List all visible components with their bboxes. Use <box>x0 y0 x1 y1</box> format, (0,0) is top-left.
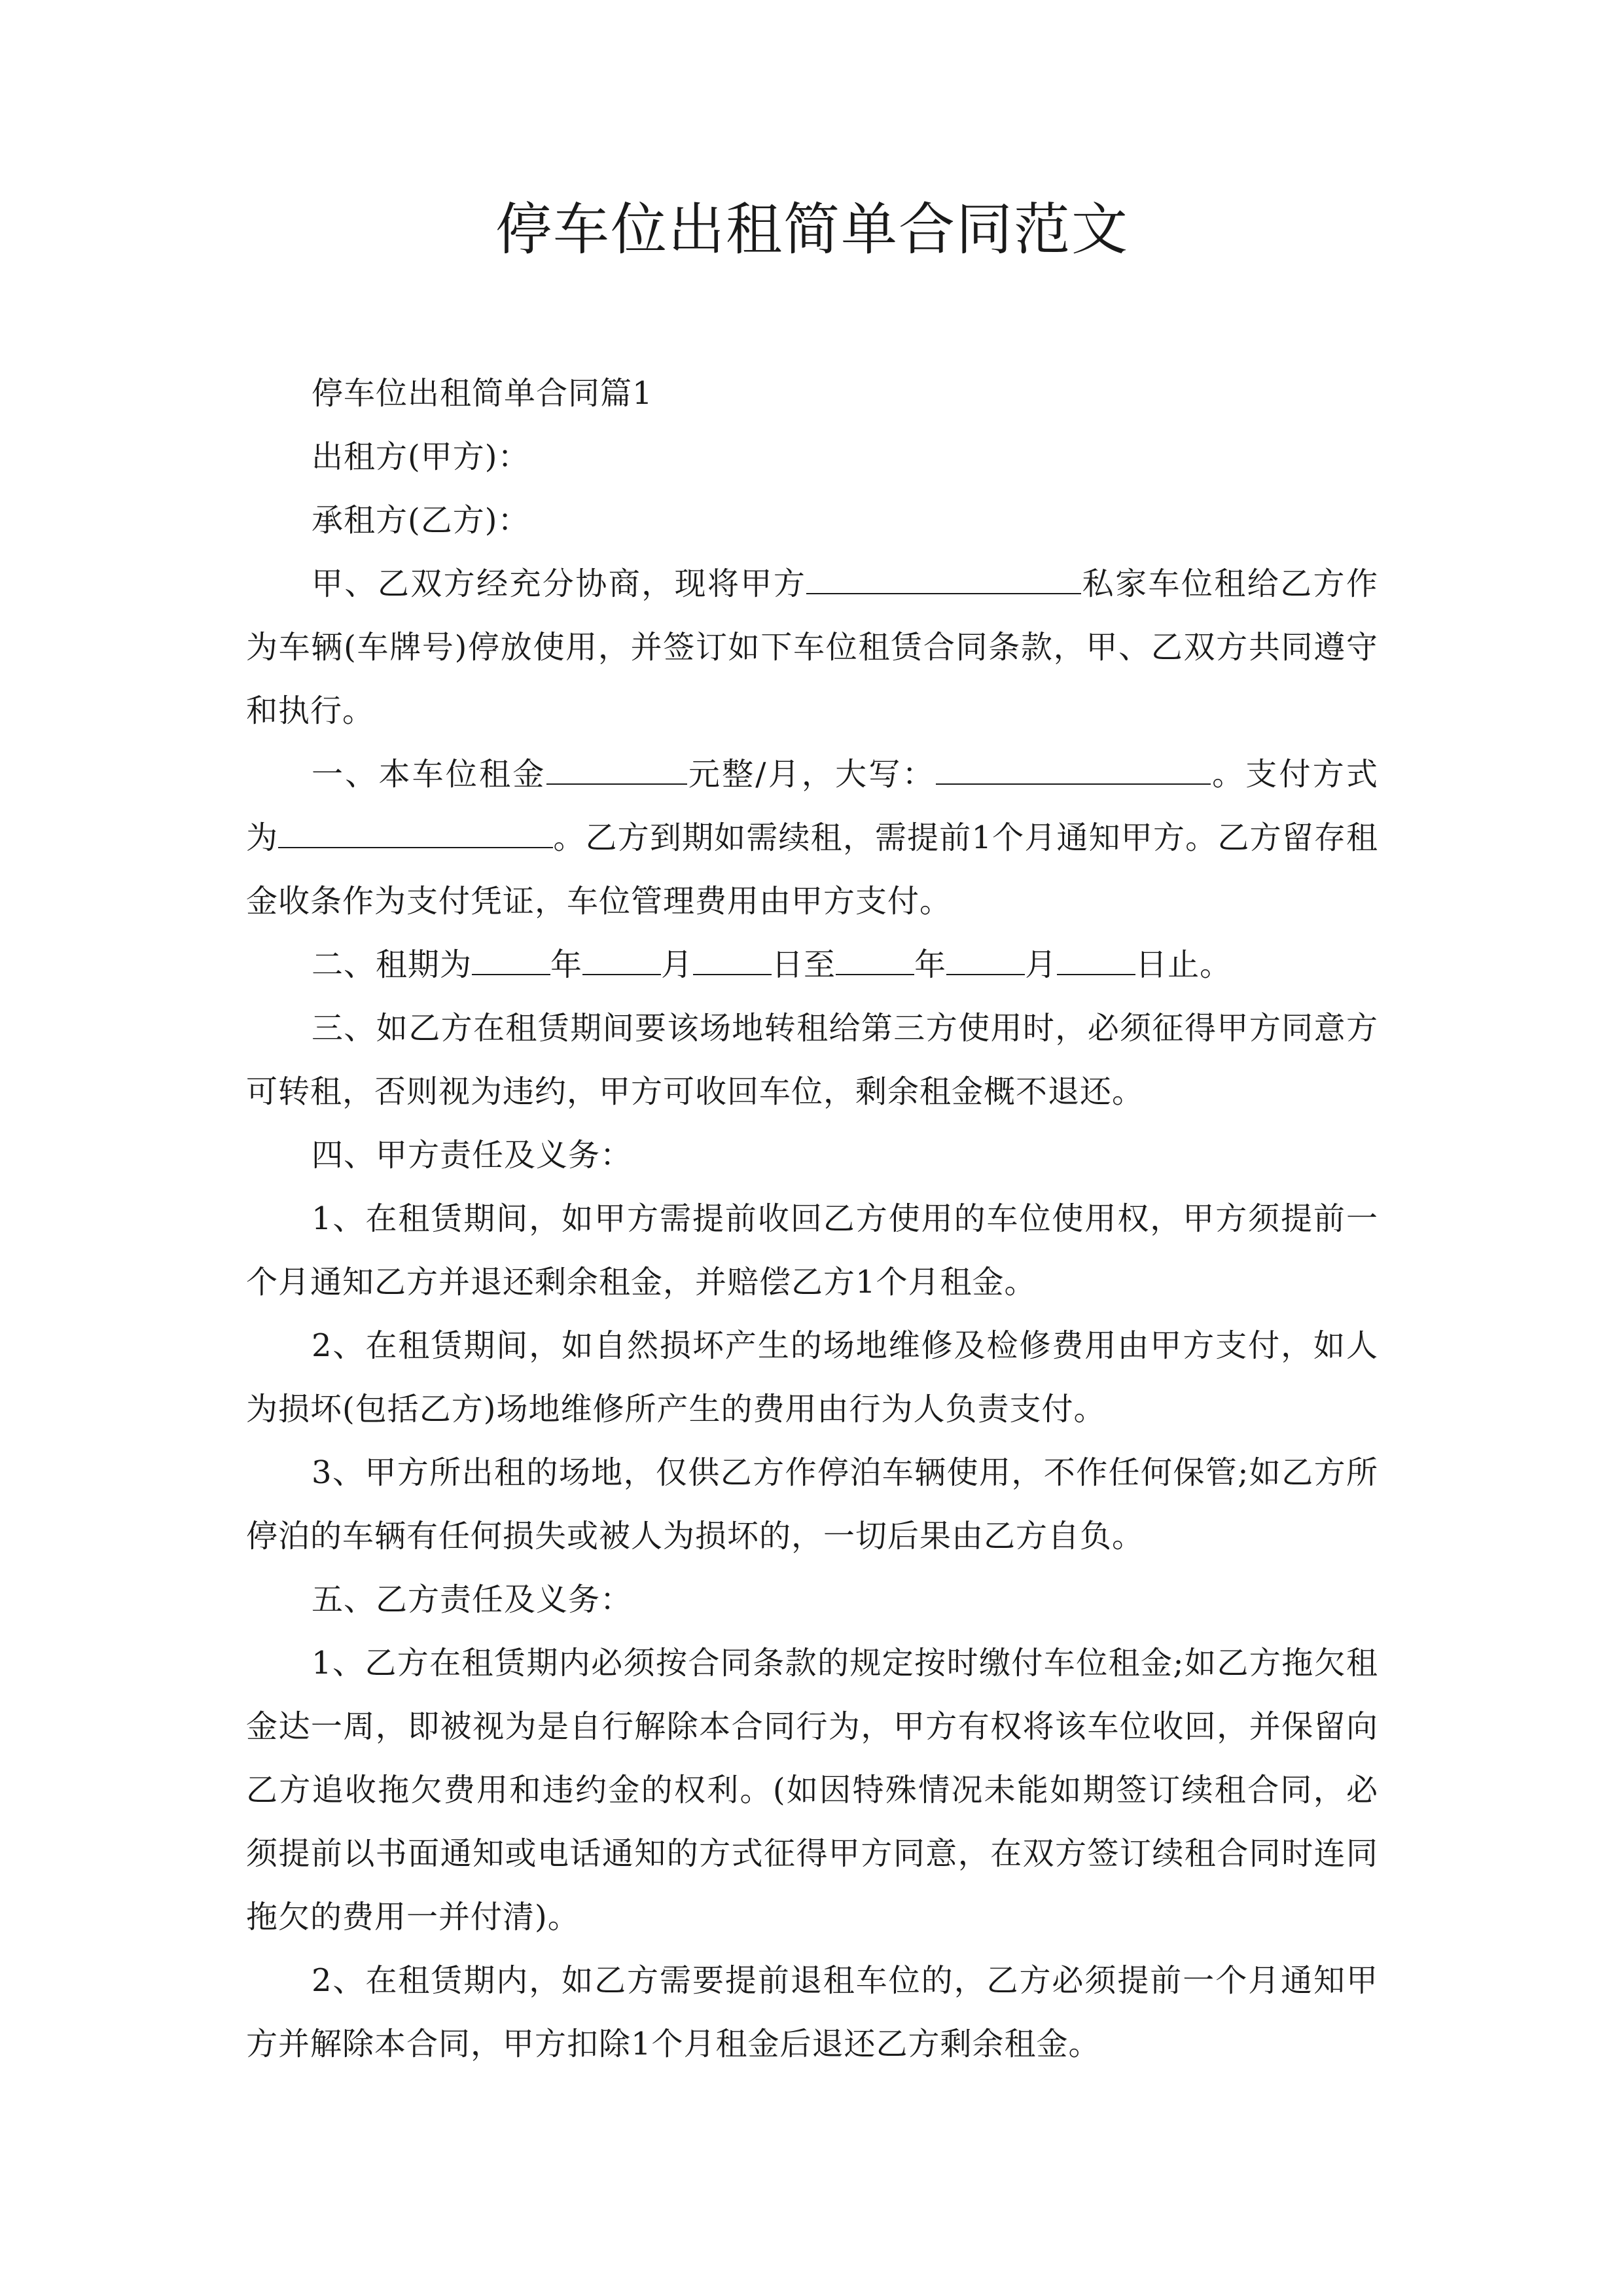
start-day-blank[interactable] <box>693 948 772 975</box>
intro-text-a: 甲、乙双方经充分协商，现将甲方 <box>312 565 807 603</box>
start-month-blank[interactable] <box>582 948 661 975</box>
clause-1-text-c: 。支付方式为 <box>246 756 1378 857</box>
end-year-blank[interactable] <box>836 948 914 975</box>
clause-3: 三、如乙方在租赁期间要该场地转租给第三方使用时，必须征得甲方同意方可转租，否则视为违约，甲方可收回车位，剩余租金概不退还。 <box>246 1010 1378 1111</box>
clause-2-text-a: 二、租期为 <box>312 946 473 984</box>
clause-4-item: 1、在租赁期间，如甲方需提前收回乙方使用的车位使用权，甲方须提前一个月通知乙方并退还剩余租金，并赔偿乙方1个月租金。 <box>246 1200 1378 1301</box>
lessee-line: 承租方(乙方)： <box>312 502 530 539</box>
clause-1-text-d: 。乙方到期如需续租，需提前1个月通知甲方。乙方留存租金收条作为支付凭证，车位管理费用由甲方支付。 <box>246 819 1378 920</box>
clause-4-item: 2、在租赁期间，如自然损坏产生的场地维修及检修费用由甲方支付，如人为损坏(包括乙方)场地维修所产生的费用由行为人负责支付。 <box>246 1327 1378 1428</box>
clause-4-item: 3、甲方所出租的场地，仅供乙方作停泊车辆使用，不作任何保管;如乙方所停泊的车辆有任何损失或被人为损坏的，一切后果由乙方自负。 <box>246 1454 1378 1555</box>
blank-field[interactable] <box>806 567 1081 594</box>
clause-5-item: 1、乙方在租赁期内必须按合同条款的规定按时缴付车位租金;如乙方拖欠租金达一周，即被视为是自行解除本合同行为，甲方有权将该车位收回，并保留向乙方追收拖欠费用和违约金的权利。(如因特殊情况未能如期签订续租合同，必须提前以书面通知或电话通知的方式征得甲方同意，在双方签订续租合同时连同拖欠的费用一并付清)。 <box>246 1645 1378 1936</box>
lessor-line: 出租方(甲方)： <box>312 439 530 476</box>
intro-paragraph <box>246 552 1378 743</box>
document-page <box>246 196 1378 2076</box>
clause-2-day-label: 日至 <box>772 946 836 984</box>
document-title: 停车位出租简单合同范文 <box>495 197 1129 262</box>
end-day-blank[interactable] <box>1057 948 1135 975</box>
payment-method-blank[interactable] <box>278 821 553 848</box>
clause-2-end-year-label: 年 <box>914 946 947 984</box>
clause-2-month-label: 月 <box>661 946 694 984</box>
clause-4-heading: 四、甲方责任及义务： <box>312 1137 633 1174</box>
clause-2-year-label: 年 <box>550 946 583 984</box>
rent-uppercase-blank[interactable] <box>936 757 1211 785</box>
intro-text-b: 私家车位租给乙方作为车辆(车牌号)停放使用，并签订如下车位租赁合同条款，甲、乙双方共同遵守和执行。 <box>246 565 1378 730</box>
rent-amount-blank[interactable] <box>546 757 687 785</box>
contract-subheading: 停车位出租简单合同篇1 <box>312 375 653 412</box>
clause-1-text-a: 一、本车位租金 <box>312 756 546 793</box>
clause-5-heading: 五、乙方责任及义务： <box>312 1581 633 1619</box>
end-month-blank[interactable] <box>946 948 1025 975</box>
clause-2-end-month-label: 月 <box>1025 946 1058 984</box>
clause-2-end-day-label: 日止。 <box>1135 946 1232 984</box>
clause-1 <box>246 743 1378 933</box>
clause-1-text-b: 元整/月，大写： <box>687 756 936 793</box>
clause-5-item: 2、在租赁期内，如乙方需要提前退租车位的，乙方必须提前一个月通知甲方并解除本合同，甲方扣除1个月租金后退还乙方剩余租金。 <box>246 1962 1378 2063</box>
start-year-blank[interactable] <box>472 948 550 975</box>
clause-2 <box>246 933 1378 997</box>
